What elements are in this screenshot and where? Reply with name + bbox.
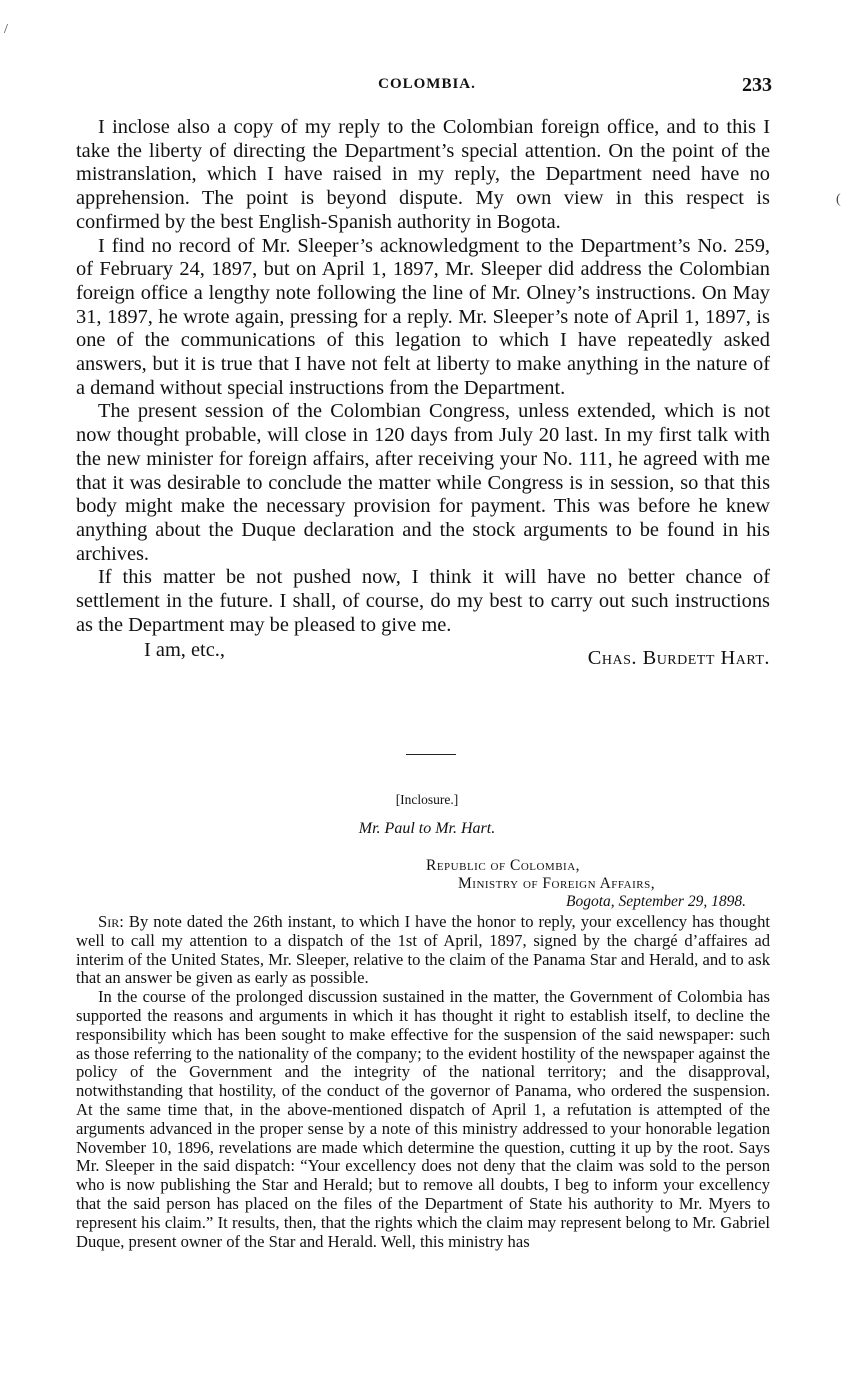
margin-mark: (	[836, 192, 841, 207]
letter-body	[76, 116, 770, 670]
inclosure-subheading: Mr. Paul to Mr. Hart.	[358, 820, 496, 837]
running-title: COLOMBIA.	[378, 76, 476, 92]
address-line-1: Republic of Colombia,	[426, 857, 581, 874]
running-head	[0, 74, 854, 100]
inclosure-label: [Inclosure.]	[395, 792, 459, 807]
letter-paragraph: I inclose also a copy of my reply to the Colombian foreign office, and to this I take the liberty of directing the Department’s special attention. On the point of the mistranslation, which I have raised in my reply, the Department need have no apprehension. The point is beyond dispute. My own view in this respect is confirmed by the best English-Spanish authority in Bogota.	[76, 116, 770, 233]
page-number: 233	[742, 74, 772, 96]
inclosure-paragraph: In the course of the prolonged discussion sustained in the matter, the Government of Colombia has supported the reasons and arguments in which it has thought it right to establish itself, to decline the responsibility which has been sought to make effective for the suspension of the said newspaper: such as those referring to the nationality of the company; to the evident hostility of the newspaper against the policy of the Government and the integrity of the national territory; and the disapproval, notwithstanding that hostility, of the conduct of the governor of Panama, who ordered the suspension. At the same time that, in the above-mentioned dispatch of April 1, a refutation is attempted of the arguments advanced in the proper sense by a note of this ministry addressed to your honorable legation November 10, 1896, revelations are made which determine the question, cutting it up by the root. Says Mr. Sleeper in the said dispatch: “Your excellency does not deny that the claim was sold to the person who is now publishing the Star and Herald; but to remove all doubts, I beg to inform your excellency that the said person has placed on the files of the Department of State his authority to Mr. Myers to represent his claim.” It results, then, that the rights which the claim may represent belong to Mr. Gabriel Duque, present owner of the Star and Herald. Well, this ministry has	[76, 987, 770, 1251]
letter-closing-block	[76, 639, 770, 670]
letter-paragraph: If this matter be not pushed now, I think it will have no better chance of settlement in the future. I shall, of course, do my best to carry out such instructions as the Department may be pleased to give me.	[76, 566, 770, 636]
letter-paragraph: I find no record of Mr. Sleeper’s acknowledgment to the Department’s No. 259, of February 24, 1897, but on April 1, 1897, Mr. Sleeper did address the Colombian foreign office a lengthy note following the line of Mr. Olney’s instructions. On May 31, 1897, he wrote again, pressing for a reply. Mr. Sleeper’s note of April 1, 1897, is one of the communications of this legation to which I have repeatedly asked answers, but it is true that I have not felt at liberty to make anything in the nature of a demand without special instructions from the Department.	[76, 234, 770, 399]
inclosure-paragraph-text: By note dated the 26th instant, to which I have the honor to reply, your excellency has thought well to call my attention to a dispatch of the 1st of April, 1897, signed by the chargé d’affaires ad interim of the United States, Mr. Sleeper, relative to the claim of the Panama Star and Herald, and to ask that an answer be given as early as possible.	[76, 912, 770, 988]
inclosure-paragraph	[76, 913, 770, 988]
margin-mark: /	[4, 22, 8, 37]
letter-paragraph: The present session of the Colombian Congress, unless extended, which is not now thought probable, will close in 120 days from July 20 last. In my first talk with the new minister for foreign affairs, after receiving your No. 111, he agreed with me that it was desirable to conclude the matter while Congress is in session, so that this body might make the necessary provision for payment. This was before he knew anything about the Duque declaration and the stock arguments to be found in his archives.	[76, 400, 770, 565]
dateline: Bogota, September 29, 1898.	[566, 893, 746, 910]
salutation: Sir:	[98, 912, 124, 931]
address-line-2: Ministry of Foreign Affairs,	[458, 875, 656, 892]
letter-signature: Chas. Burdett Hart.	[587, 647, 770, 670]
inclosure-body	[76, 913, 770, 1251]
section-divider	[406, 754, 456, 755]
letter-closing: I am, etc.,	[144, 639, 225, 662]
